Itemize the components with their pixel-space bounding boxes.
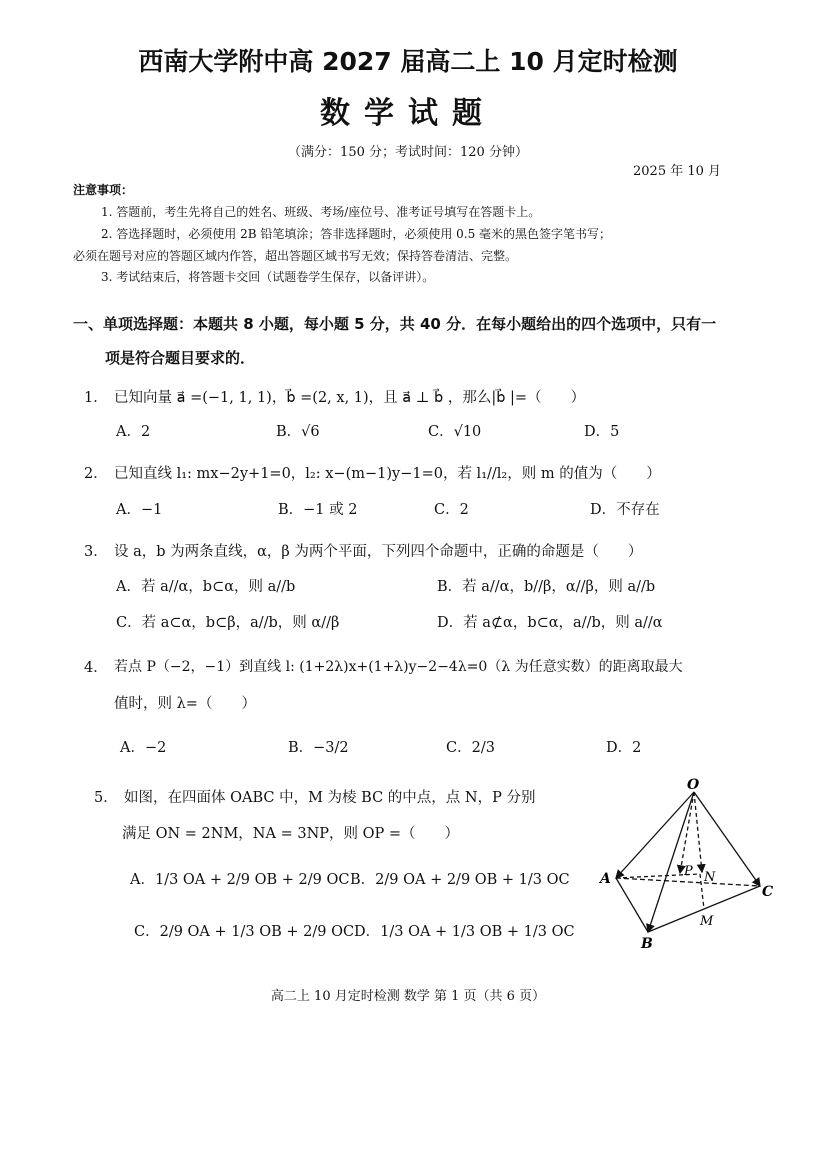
question-3-option-a: A．若 a//α，b⊂α，则 a//b (116, 579, 296, 595)
question-3-number: 3． (84, 544, 108, 560)
tetrahedron-figure (596, 778, 782, 954)
question-4-option-a: A．−2 (120, 740, 167, 756)
page-footer: 高二上 10 月定时检测 数学 第 1 页（共 6 页） (270, 989, 546, 1004)
question-4-option-d: D．2 (606, 740, 642, 756)
label-M: M (700, 914, 714, 929)
question-5-option-a: A．1/3 OA + 2/9 OB + 2/9 OC (130, 872, 350, 888)
label-C: C (762, 884, 774, 900)
question-5-stem-cont: 满足 ON = 2NM，NA = 3NP，则 OP =（ ） (122, 826, 460, 842)
note-line-3: 必须在题号对应的答题区域内作答，超出答题区域书写无效；保持答卷清洁、完整。 (73, 249, 518, 263)
question-2-stem: 已知直线 l₁: mx−2y+1=0，l₂: x−(m−1)y−1=0，若 l₁//l₂，则 m 的值为（ ） (114, 466, 661, 482)
question-5-option-b: B．2/9 OA + 2/9 OB + 1/3 OC (350, 872, 570, 888)
section-heading: 一、单项选择题：本题共 8 小题，每小题 5 分，共 40 分．在每小题给出的四个选项中，只有一 (73, 315, 717, 333)
question-4-option-b: B．−3/2 (288, 740, 349, 756)
question-1-option-a: A．2 (116, 424, 151, 440)
note-line-1: 1. 答题前，考生先将自己的姓名、班级、考场/座位号、准考证号填写在答题卡上。 (101, 205, 541, 219)
label-P: P (684, 864, 693, 879)
label-O: O (687, 778, 700, 793)
question-1-option-c: C．√10 (428, 424, 482, 440)
score-info: （满分：150 分；考试时间：120 分钟） (288, 145, 528, 160)
notes-heading: 注意事项： (73, 183, 134, 197)
question-1-number: 1． (84, 390, 108, 406)
question-3-option-b: B．若 a//α，b//β，α//β，则 a//b (437, 579, 656, 595)
question-3-option-c: C．若 a⊂α，b⊂β，a//b，则 α//β (116, 615, 340, 631)
edge-AB (616, 878, 648, 932)
question-1-stem: 已知向量 a⃗ =(−1, 1, 1)，b⃗ =(2, x, 1)，且 a⃗ ⊥ b⃗ ，那么|b⃗ |=（ ） (114, 390, 586, 406)
question-1-option-d: D．5 (584, 424, 620, 440)
segment-ON (694, 792, 702, 872)
question-5-stem: 如图，在四面体 OABC 中，M 为棱 BC 的中点，点 N，P 分别 (124, 790, 536, 806)
segment-OP (680, 792, 694, 873)
label-A: A (600, 871, 611, 887)
edge-OB (648, 792, 694, 932)
question-2-option-d: D．不存在 (590, 502, 660, 518)
question-1-option-b: B．√6 (276, 424, 320, 440)
question-2-option-c: C．2 (434, 502, 469, 518)
question-2-number: 2． (84, 466, 108, 482)
label-B: B (641, 936, 653, 952)
question-2-option-a: A．−1 (116, 502, 163, 518)
question-3-option-d: D．若 a⊄α，b⊂α，a//b，则 a//α (437, 615, 663, 631)
question-5-option-d: D．1/3 OA + 1/3 OB + 1/3 OC (354, 924, 575, 940)
exam-subject: 数学试题 (320, 96, 496, 131)
edge-AC (616, 878, 760, 886)
section-heading-cont: 项是符合题目要求的． (105, 349, 256, 367)
question-4-number: 4． (84, 660, 108, 676)
question-2-option-b: B．−1 或 2 (278, 502, 358, 518)
question-4-stem: 若点 P（−2，−1）到直线 l: (1+2λ)x+(1+λ)y−2−4λ=0（λ 为任意实数）的距离取最大 (114, 659, 683, 675)
label-N: N (704, 870, 716, 885)
question-3-stem: 设 a，b 为两条直线，α，β 为两个平面，下列四个命题中，正确的命题是（ ） (114, 544, 643, 560)
question-4-stem-cont: 值时，则 λ=（ ） (114, 696, 256, 712)
question-5-number: 5． (94, 790, 118, 806)
note-line-4: 3. 考试结束后，将答题卡交回（试题卷学生保存，以备评讲）。 (101, 270, 435, 284)
exam-title: 西南大学附中高 2027 届高二上 10 月定时检测 (138, 47, 678, 76)
edge-OA (616, 792, 694, 878)
question-4-option-c: C．2/3 (446, 740, 495, 756)
question-5-option-c: C．2/9 OA + 1/3 OB + 2/9 OC (134, 924, 355, 940)
exam-date: 2025 年 10 月 (633, 164, 722, 179)
note-line-2: 2. 答选择题时，必须使用 2B 铅笔填涂；答非选择题时，必须使用 0.5 毫米的黑色签字笔书写； (101, 227, 612, 241)
